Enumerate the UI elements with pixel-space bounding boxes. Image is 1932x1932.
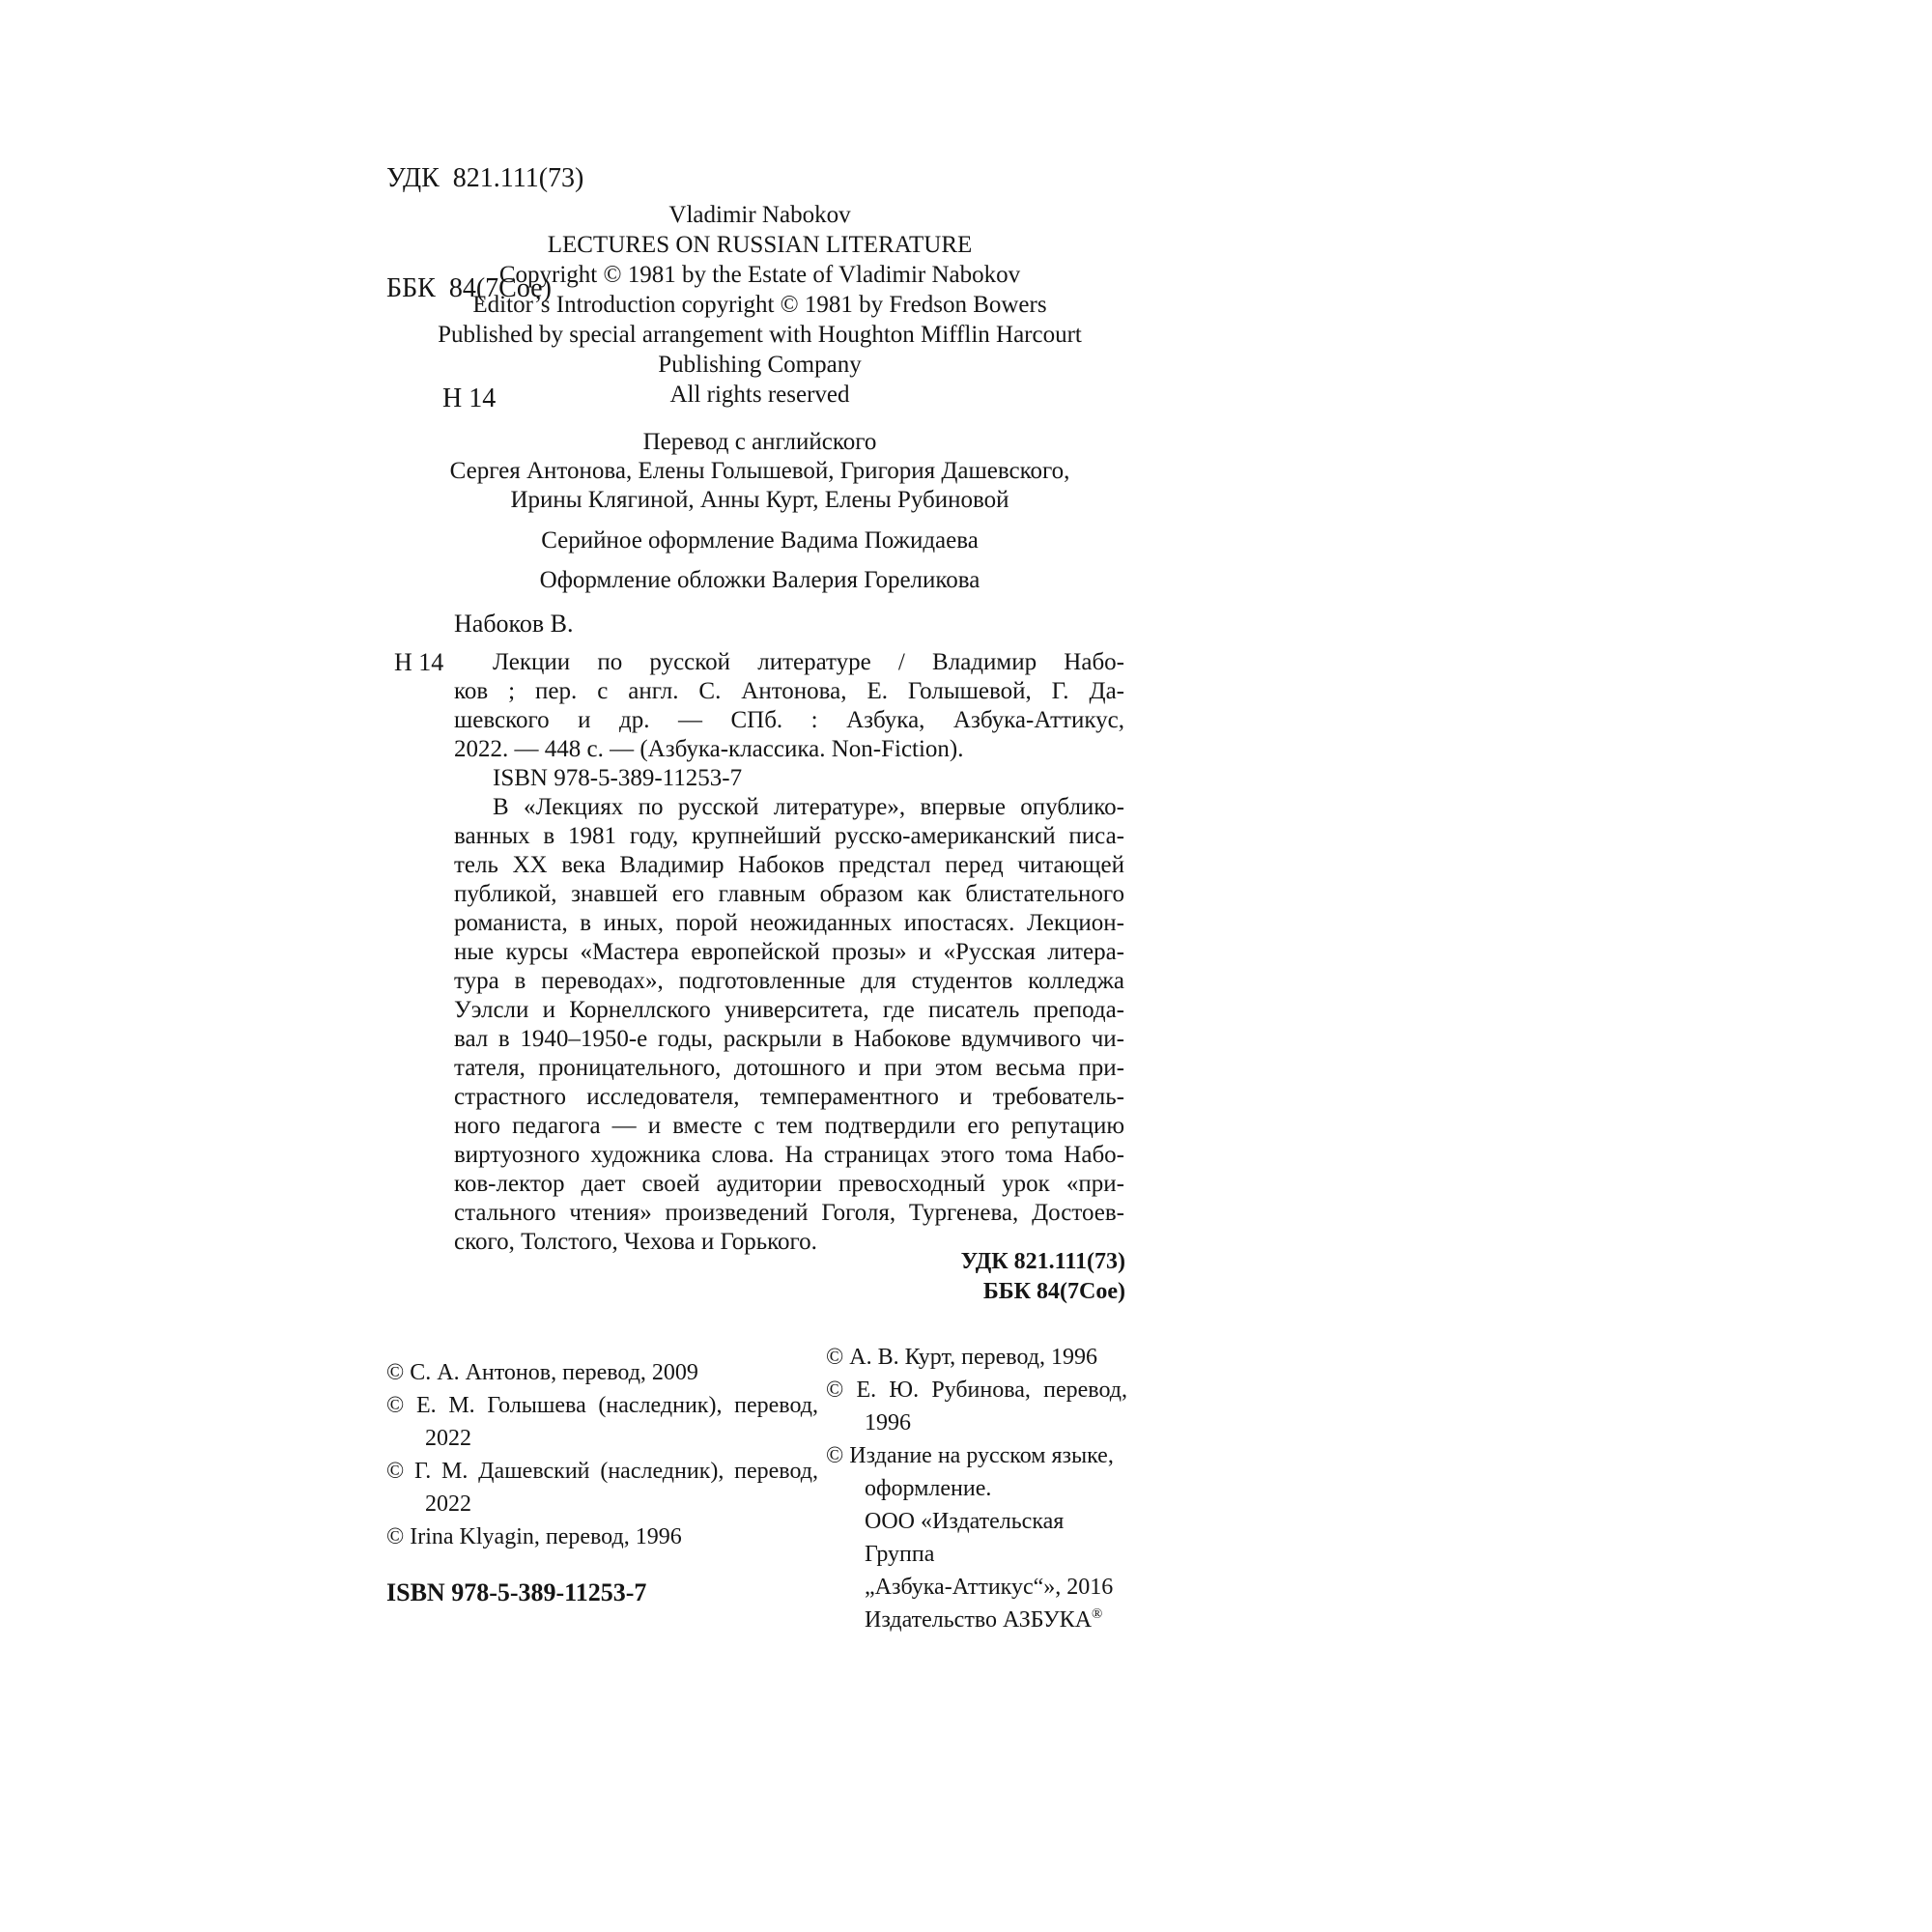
udk-code-bottom: УДК 821.111(73) [960,1249,1125,1274]
catalog-isbn: ISBN 978-5-389-11253-7 [493,765,743,791]
text-line: Publishing Company [658,352,862,378]
cover-design-credit: Оформление обложки Валерия Гореликова [539,567,980,593]
text-line: В «Лекциях по русской литературе», впервые опублико- [493,794,1124,820]
bbk-code-top: ББК 84(7Сое) [386,273,552,303]
text-line: тель XX века Владимир Набоков предстал перед читающей [454,852,1124,878]
series-design-credit: Серийное оформление Вадима Пожидаева [541,527,979,554]
text-line: ков-лектор дает своей аудитории превосходный урок «при- [454,1171,1124,1197]
bbk-code-bottom: ББК 84(7Сое) [982,1279,1125,1304]
translation-credits-block [394,428,1125,515]
copyright-line: © Издание на русском языке, [826,1443,1114,1468]
text-line: шевского и др. — СПб. : Азбука, Азбука-Аттикус, [454,707,1124,733]
text-line: Уэлсли и Корнеллского университета, где писатель препода- [454,997,1124,1023]
udk-code-top: УДК 821.111(73) [386,163,584,193]
text-line: романиста, в иных, порой неожиданных ипостасях. Лекцион- [454,910,1124,936]
registered-trademark-mark: ® [1092,1606,1103,1622]
text-line: Лекции по русской литературе / Владимир Набо- [493,649,1124,675]
text-line: страстного исследователя, темпераментного и требователь- [454,1084,1124,1110]
text-line: ского, Толстого, Чехова и Горького. [454,1229,817,1255]
catalog-author: Набоков В. [454,610,574,638]
text-line: вал в 1940–1950-е годы, раскрыли в Набокове вдумчивого чи- [454,1026,1124,1052]
copyright-line: © Г. М. Дашевский (наследник), перевод, [386,1459,818,1484]
author-sign-card: Н 14 [394,648,444,676]
publisher-line [826,1604,1127,1636]
copyright-line: © С. А. Антонов, перевод, 2009 [386,1360,698,1385]
text-line: ванных в 1981 году, крупнейший русско-американский писа- [454,823,1124,849]
copyright-column-left [386,1356,818,1553]
bottom-classification-codes [739,1247,1125,1307]
text-line: виртуозного художника слова. На страницах этого тома Набо- [454,1142,1124,1168]
copyright-line: „Азбука-Аттикус“», 2016 [865,1575,1114,1600]
text-line: ков ; пер. с англ. С. Антонова, Е. Голышевой, Г. Да- [454,678,1124,704]
isbn-bottom: ISBN 978-5-389-11253-7 [386,1578,647,1606]
text-line: Copyright © 1981 by the Estate of Vladimir Nabokov [498,262,1021,288]
text-line: стального чтения» произведений Гоголя, Тургенева, Достоев- [454,1200,1124,1226]
copyright-line: © Е. М. Голышева (наследник), перевод, [386,1393,818,1418]
publisher-name: Издательство АЗБУКА [865,1607,1093,1633]
copyright-line: 1996 [865,1410,911,1435]
text-line: Editor’s Introduction copyright © 1981 by Fredson Bowers [472,292,1047,318]
text-line: Ирины Клягиной, Анны Курт, Елены Рубиновой [510,487,1009,513]
copyright-line: оформление. [865,1476,992,1501]
text-line: ные курсы «Мастера европейской прозы» и «Русская литера- [454,939,1124,965]
text-line: 2022. — 448 с. — (Азбука-классика. Non-Fiction). [454,736,964,762]
copyright-line: © Irina Klyagin, перевод, 1996 [386,1524,682,1549]
text-line: Перевод с английского [642,429,877,455]
text-line: тура в переводах», подготовленные для студентов колледжа [454,968,1124,994]
text-line: тателя, проницательного, дотошного и при этом весьма при- [454,1055,1124,1081]
catalog-entry [454,648,1124,764]
text-line: Vladimir Nabokov [668,202,851,228]
copyright-line: 2022 [425,1492,471,1517]
text-line: LECTURES ON RUSSIAN LITERATURE [547,232,973,258]
author-sign-top: Н 14 [442,384,497,413]
text-line: ного педагога — и вместе с тем подтвердили его репутацию [454,1113,1124,1139]
english-copyright-block [394,200,1125,410]
text-line: All rights reserved [669,382,850,408]
copyright-line: © Е. Ю. Рубинова, перевод, [826,1378,1127,1403]
text-line: публикой, знавшей его главным образом как блистательного [454,881,1124,907]
copyright-line: © А. В. Курт, перевод, 1996 [826,1345,1097,1370]
copyright-line: 2022 [425,1426,471,1451]
copyright-line: ООО «Издательская Группа [865,1509,1065,1567]
annotation-text [454,793,1124,1257]
text-line: Сергея Антонова, Елены Голышевой, Григория Дашевского, [449,458,1070,484]
text-line: Published by special arrangement with Houghton Mifflin Harcourt [438,322,1082,348]
copyright-column-right [826,1341,1127,1636]
